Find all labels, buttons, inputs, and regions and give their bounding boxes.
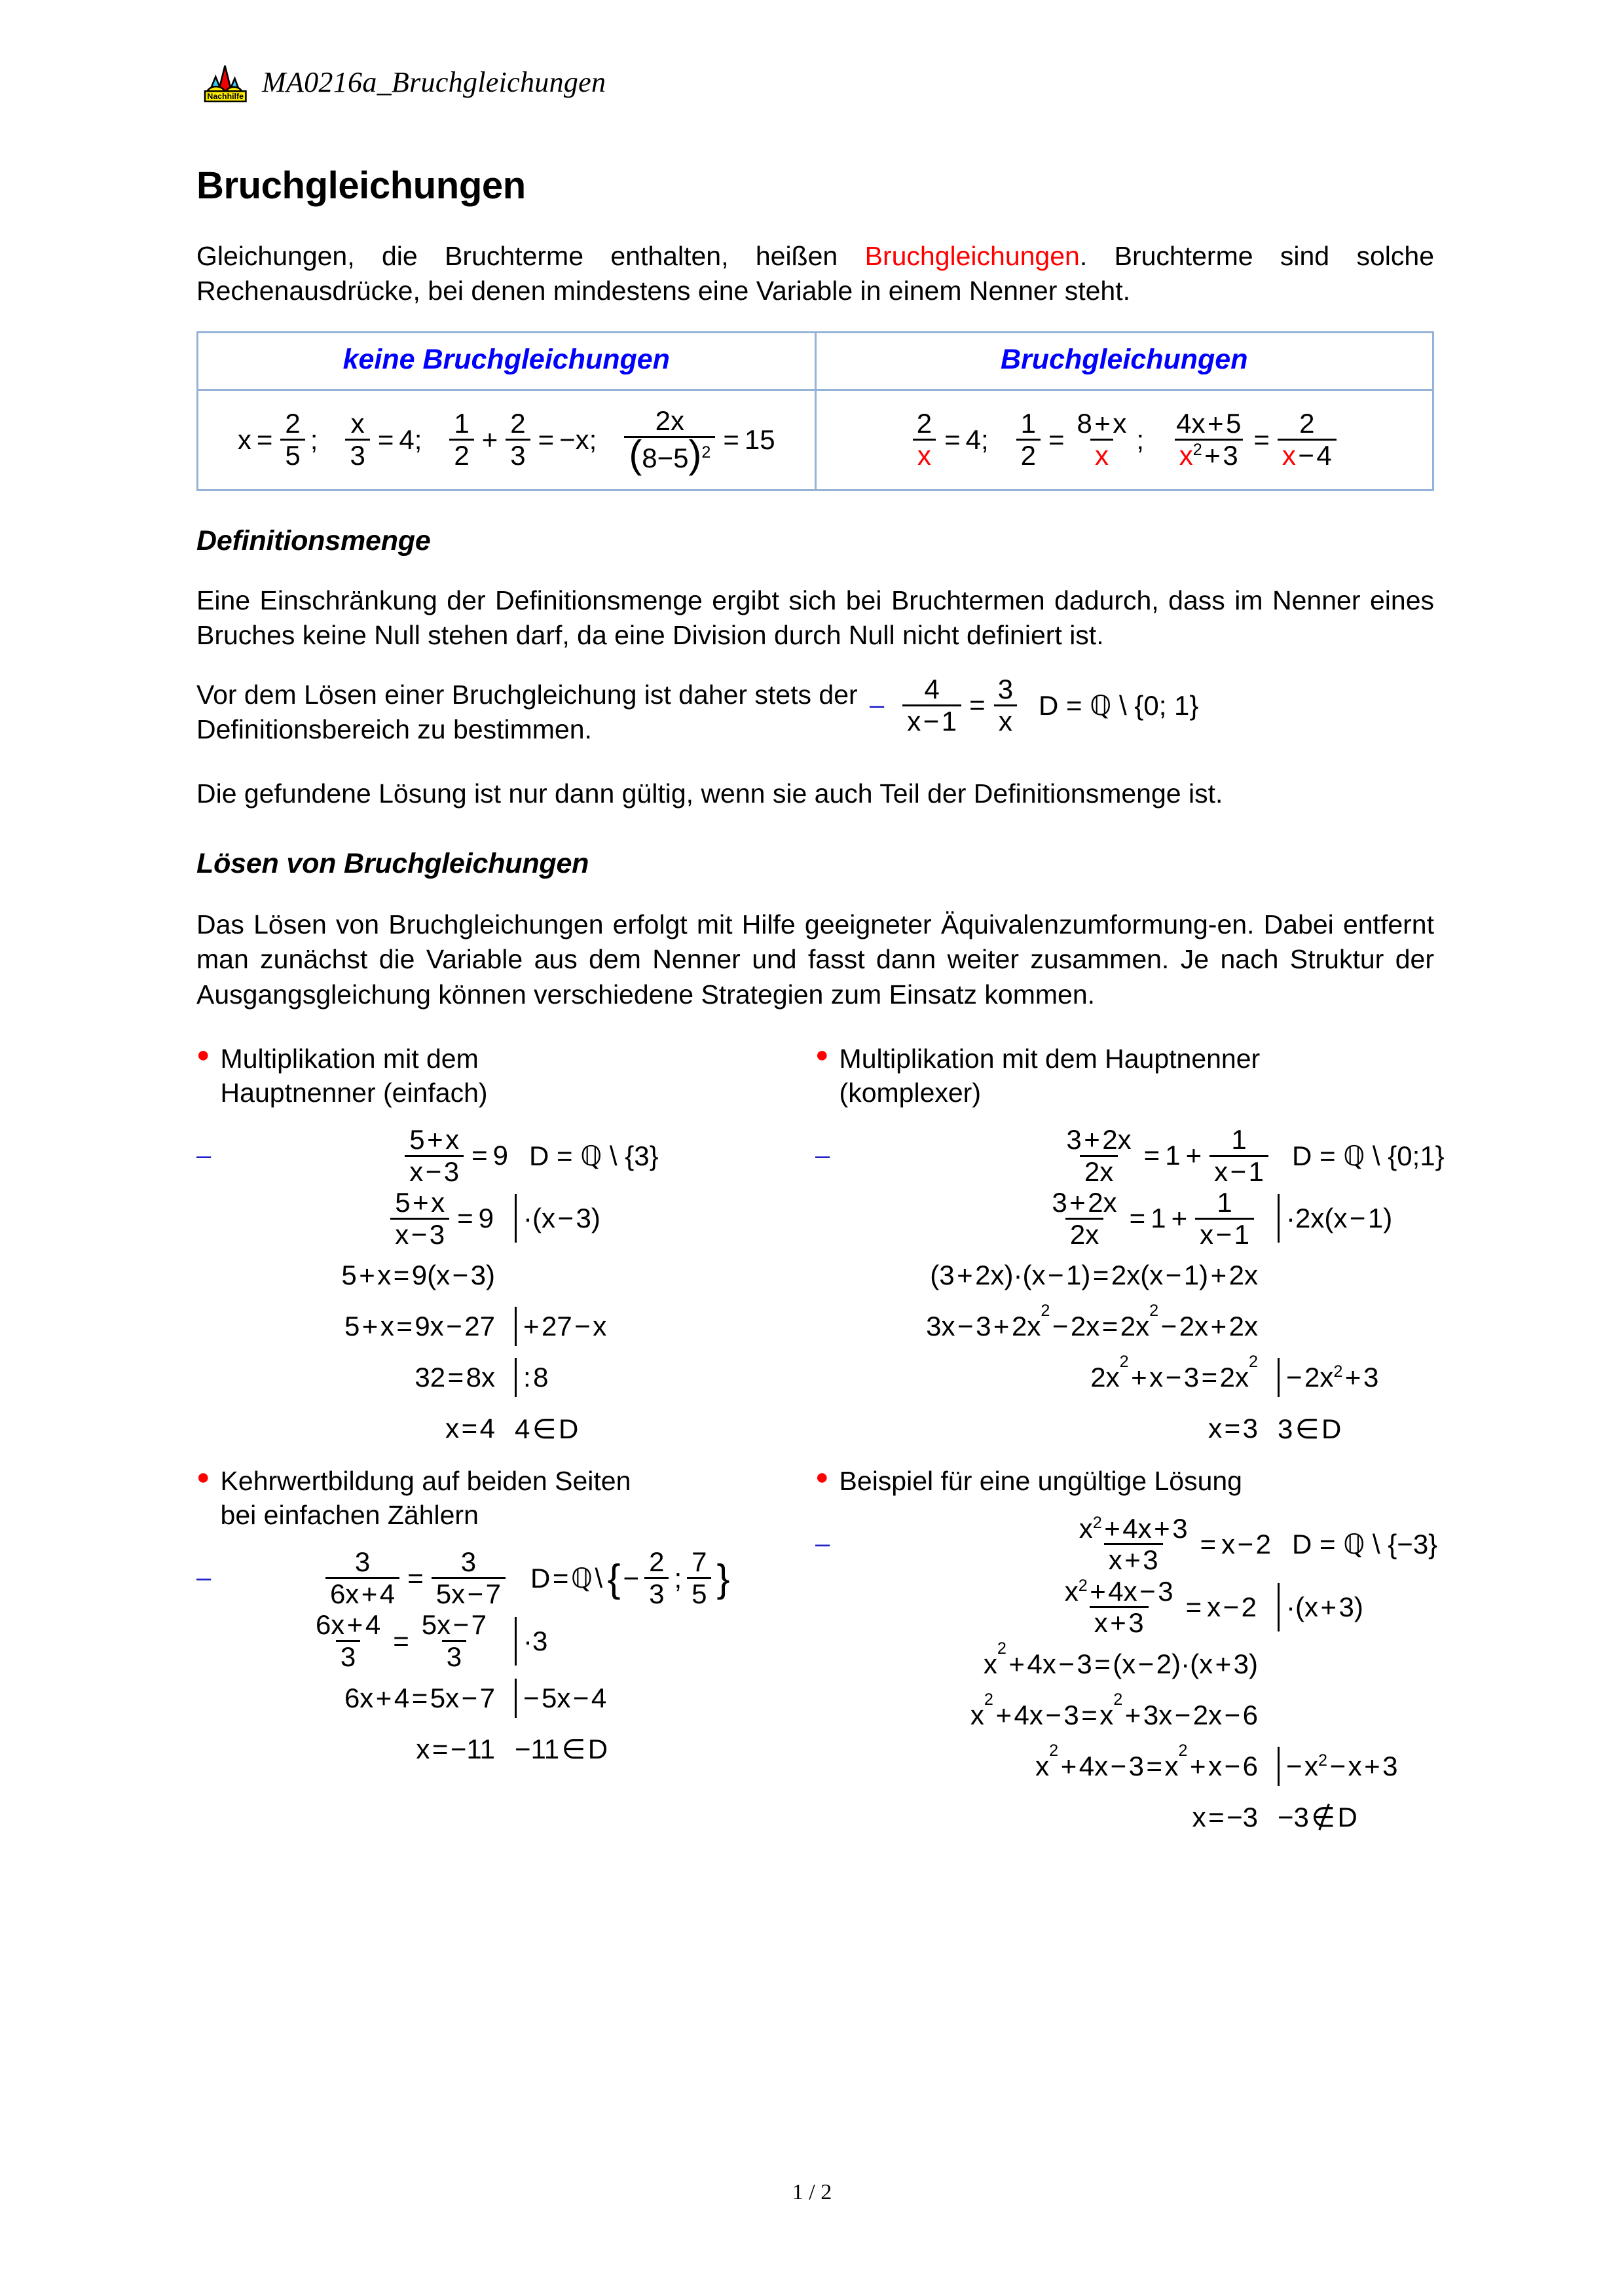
equation-step	[815, 1250, 1434, 1301]
equation-operation: − 5x − 4	[495, 1679, 796, 1718]
bullet-label-line-2: Hauptnenner (einfach)	[220, 1077, 488, 1108]
example-expression: $\frac{2}{x}$ = 4;	[908, 409, 990, 469]
strategy-column-right	[815, 1042, 1445, 1454]
equation-operation: ·(x − 3)	[495, 1194, 796, 1243]
strategy-column-left	[196, 1042, 815, 1454]
bullet-dot-icon: ●	[815, 1465, 829, 1490]
equation-step	[815, 1792, 1434, 1843]
equation-step	[196, 1610, 815, 1673]
equation-expression: 6x + 4 = 5x − 7	[344, 1682, 495, 1713]
example-2	[815, 1124, 1445, 1454]
table-header-no-fraction-equations: keine Bruchgleichungen	[342, 343, 670, 375]
strategy-column-right-2	[815, 1465, 1438, 1843]
logo-label: Nachhilfe	[207, 92, 244, 101]
example-expression: $\frac{1}{2}$ = $\frac{8 + x}{x}$ ;	[1012, 409, 1145, 469]
bullet-label-line-1: Multiplikation mit dem Hauptnenner	[839, 1043, 1261, 1074]
equation-step	[815, 1576, 1434, 1639]
equation-step	[815, 1741, 1434, 1792]
equation-operation: ·(x + 3)	[1258, 1583, 1474, 1631]
fraction-equation-examples	[817, 409, 1433, 469]
equation-expression: $\frac{3}{6x + 4}$ = $\frac{3}{5x - 7}$	[248, 1548, 509, 1608]
equation-domain: D = ℚ \ {0;1}	[1292, 1140, 1445, 1171]
equation-check: −11 ∈ D	[515, 1734, 608, 1765]
no-fraction-equation-examples	[198, 405, 815, 477]
equation-operation: ·3	[495, 1617, 796, 1666]
example-expression: $\frac{x}{3}$ = 4;	[341, 409, 423, 469]
operation-divider	[515, 1358, 517, 1397]
example-expression: x = $\frac{2}{5}$ ;	[237, 408, 318, 471]
bullet-label-line-1: Kehrwertbildung auf beiden Seiten	[220, 1466, 631, 1497]
bullet-label-line-2: bei einfachen Zählern	[220, 1499, 479, 1530]
equation-result: x = 3	[1208, 1413, 1258, 1444]
equation-step	[196, 1673, 815, 1724]
example-3	[196, 1547, 815, 1775]
inline-domain: D = ℚ \ {0; 1}	[1039, 689, 1199, 721]
equation-step	[815, 1690, 1434, 1741]
equation-step	[196, 1250, 815, 1301]
operation-divider	[1278, 1747, 1280, 1786]
equation-expression: $\frac{3 + 2x}{2x}$ = 1 + $\frac{1}{x - 1}$	[866, 1125, 1272, 1186]
blue-dash-marker: –	[870, 690, 885, 720]
equation-expression: 2x 2 + x − 3 = 2x 2	[1090, 1353, 1258, 1393]
inline-equation: $\frac{4}{x - 1}$ = $\frac{3}{x}$	[898, 675, 1022, 735]
strategy-row-1	[196, 1042, 1445, 1454]
bullet-dot-icon: ●	[196, 1042, 210, 1067]
equation-step	[815, 1639, 1434, 1690]
equation-operation: + 27 − x	[495, 1307, 796, 1346]
blue-dash-marker: –	[196, 1140, 212, 1170]
bullet-multiplikation-komplexer	[815, 1042, 1434, 1110]
example-expression: $\frac{4x + 5}{x^2 + 3}$ = $\frac{2}{x - 4}$	[1168, 409, 1340, 469]
equation-step	[196, 1403, 815, 1454]
bullet-kehrwertbildung	[196, 1465, 815, 1532]
equation-operation: − $x^2$ − x + 3	[1258, 1747, 1474, 1786]
equation-expression: $\frac{5 + x}{x - 3}$ = 9	[233, 1188, 495, 1248]
operation-divider	[515, 1679, 517, 1718]
equation-step	[815, 1187, 1434, 1250]
document-code: MA0216a_Bruchgleichungen	[262, 65, 606, 98]
example-4	[815, 1512, 1438, 1843]
page-header	[196, 60, 606, 103]
intro-text-2: . Bruchterme sind solche Rechenausdrücke, bei denen mindestens eine Variable in einem Nenner steht.	[196, 241, 1435, 306]
blue-dash-marker: –	[815, 1140, 830, 1170]
example-expression: $\frac{2x}{(8-5)^2}$ = 15	[620, 407, 776, 472]
equation-step	[815, 1512, 1438, 1576]
intro-highlight: Bruchgleichungen	[864, 241, 1080, 271]
equation-operation: : 8	[495, 1358, 796, 1397]
equation-expression: $\frac{x^2 + 4x + 3}{x + 3}$ = x − 2	[1079, 1512, 1271, 1576]
equation-expression: 5 + x = 9(x − 3)	[341, 1260, 495, 1291]
equation-step	[815, 1124, 1445, 1187]
equation-expression: $\frac{3 + 2x}{2x}$ = 1 + $\frac{1}{x - 1}$	[852, 1188, 1258, 1248]
strategy-row-2	[196, 1465, 1438, 1843]
equation-check: −3 ∉ D	[1278, 1802, 1357, 1833]
operation-divider	[515, 1307, 517, 1346]
definitionsmenge-paragraph-3: Die gefundene Lösung ist nur dann gültig, wenn sie auch Teil der Definitionsmenge ist.	[196, 778, 1223, 809]
equation-step	[196, 1547, 815, 1610]
equation-expression: 5 + x = 9x − 27	[344, 1311, 495, 1342]
definitionsmenge-paragraph-1: Eine Einschränkung der Definitionsmenge ergibt sich bei Bruchtermen dadurch, dass im Nenner eines Bruches keine Null stehen darf, da eine Division durch Null nicht definiert ist.	[196, 585, 1434, 650]
bullet-label-line-2: (komplexer)	[839, 1077, 981, 1108]
bullet-multiplikation-einfach	[196, 1042, 815, 1110]
equation-expression: 3x − 3 + 2x 2 − 2x = 2x 2 − 2x + 2x	[926, 1302, 1258, 1342]
nachhilfe-logo-icon	[196, 60, 248, 103]
definitionsmenge-paragraph-2: Vor dem Lösen einer Bruchgleichung ist daher stets der Definitionsbereich zu bestimmen.	[196, 680, 858, 745]
equation-expression: $\frac{x^2 + 4x - 3}{x + 3}$ = x − 2	[1064, 1575, 1257, 1639]
equation-domain: D = ℚ \ { − $\frac{2}{3}$ ; $\frac{7}{5}$ }	[530, 1546, 730, 1610]
operation-divider	[1278, 1583, 1280, 1631]
table-example-row	[198, 390, 1433, 490]
table-header-row	[198, 332, 1433, 390]
table-header-fraction-equations: Bruchgleichungen	[1001, 343, 1248, 375]
equation-step	[196, 1301, 815, 1352]
equation-expression: (3 + 2x)·(x − 1) = 2x(x − 1) + 2x	[930, 1260, 1258, 1291]
equation-expression: x 2 + 4x − 3 = x 2 + 3x − 2x − 6	[970, 1690, 1258, 1730]
section-heading-definitionsmenge: Definitionsmenge	[196, 524, 431, 556]
intro-paragraph	[196, 239, 1434, 309]
equation-domain: D = ℚ \ {3}	[529, 1140, 659, 1171]
intro-text-1: Gleichungen, die Bruchterme enthalten, heißen	[196, 241, 865, 271]
bullet-label-line-1: Beispiel für eine ungültige Lösung	[839, 1466, 1242, 1497]
section-heading-loesen: Lösen von Bruchgleichungen	[196, 848, 589, 880]
equation-expression: $\frac{6x + 4}{3}$ = $\frac{5x - 7}{3}$	[315, 1609, 487, 1673]
operation-divider	[515, 1617, 517, 1666]
equation-step	[815, 1352, 1434, 1403]
operation-divider	[1278, 1358, 1280, 1397]
equation-expression: 32 = 8x	[415, 1362, 495, 1393]
blue-dash-marker: –	[196, 1563, 212, 1593]
definitionsmenge-inline-example	[196, 674, 1434, 748]
bullet-dot-icon: ●	[815, 1042, 829, 1067]
blue-dash-marker: –	[815, 1529, 830, 1559]
equation-step	[196, 1352, 815, 1403]
equation-expression: $\frac{5 + x}{x - 3}$ = 9	[248, 1125, 509, 1186]
operation-divider	[515, 1194, 517, 1243]
comparison-table	[196, 331, 1434, 491]
equation-result: x = −3	[1192, 1801, 1258, 1832]
inline-equation-group	[864, 675, 1434, 735]
example-1	[196, 1124, 815, 1454]
page-footer: 1 / 2	[792, 2180, 832, 2204]
equation-expression: x 2 + 4x − 3 = (x − 2)·(x + 3)	[983, 1639, 1258, 1679]
bullet-label-line-1: Multiplikation mit dem	[220, 1043, 479, 1074]
bullet-dot-icon: ●	[196, 1465, 210, 1490]
equation-check: 3 ∈ D	[1278, 1413, 1342, 1444]
equation-step	[196, 1124, 815, 1187]
equation-check: 4 ∈ D	[515, 1413, 579, 1444]
strategy-column-left-2	[196, 1465, 815, 1843]
document-body	[196, 164, 1445, 1843]
equation-step	[815, 1301, 1434, 1352]
operation-divider	[1278, 1194, 1280, 1243]
equation-step	[815, 1403, 1434, 1454]
equation-domain: D = ℚ \ {−3}	[1292, 1529, 1438, 1560]
equation-operation: ·2x(x − 1)	[1258, 1194, 1474, 1243]
equation-expression: x 2 + 4x − 3 = x 2 + x − 6	[1035, 1741, 1258, 1781]
equation-step	[196, 1724, 815, 1775]
page-title: Bruchgleichungen	[196, 164, 526, 207]
equation-operation: − $2x^2$ + 3	[1258, 1358, 1474, 1397]
example-expression: $\frac{1}{2}$ + $\frac{2}{3}$ = −x;	[445, 409, 598, 469]
loesen-paragraph: Das Lösen von Bruchgleichungen erfolgt mit Hilfe geeigneter Äquivalenzumformung-en. Dabei entfernt man zunächst die Variable aus dem Nenner und fasst dann weiter zusammen. Je nach Struktur der Ausgangsgleichung können verschiedene Strategien zum Einsatz kommen.	[196, 909, 1434, 1010]
equation-step	[196, 1187, 815, 1250]
equation-result: x = −11	[416, 1733, 495, 1764]
equation-result: x = 4	[445, 1413, 495, 1444]
bullet-ungueltige-loesung	[815, 1465, 1434, 1499]
